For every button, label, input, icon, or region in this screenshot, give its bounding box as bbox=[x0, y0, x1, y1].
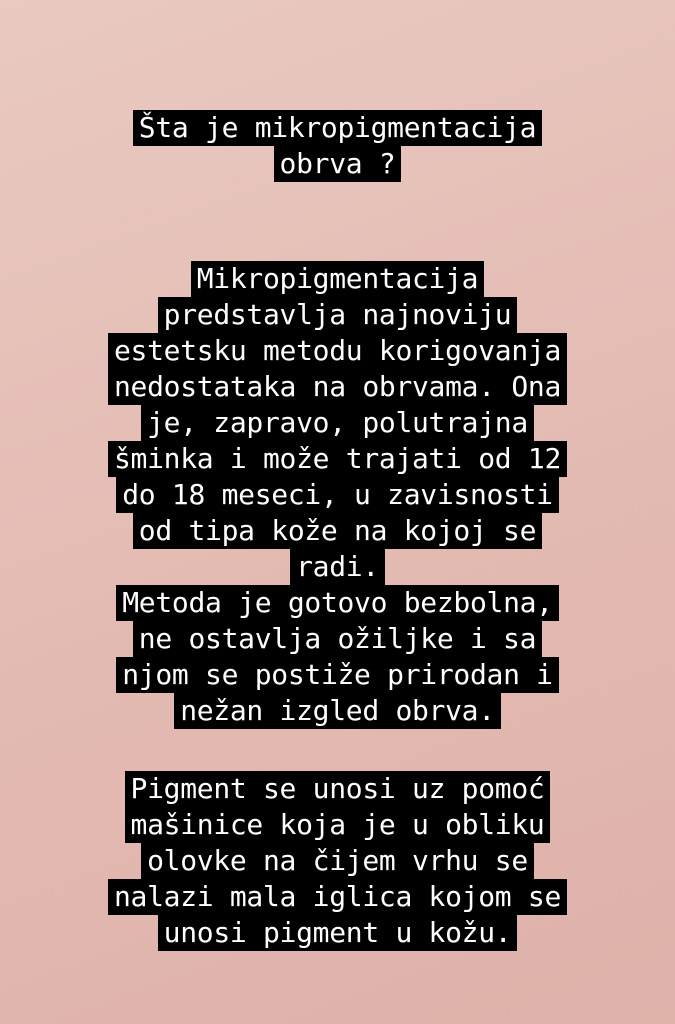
text-line: predstavlja najnoviju bbox=[158, 297, 518, 333]
title-line: Šta je mikropigmentacija bbox=[133, 110, 542, 146]
paragraph-pigment bbox=[108, 771, 567, 951]
text-line: estetsku metodu korigovanja bbox=[108, 333, 567, 369]
paragraph-definition bbox=[108, 261, 567, 585]
paragraph-method bbox=[116, 585, 559, 729]
text-line: olovke na čijem vrhu se bbox=[141, 843, 534, 879]
text-line: nalazi mala iglica kojom se bbox=[108, 879, 567, 915]
text-line: radi. bbox=[290, 549, 385, 585]
text-line: mašinice koja je u obliku bbox=[125, 807, 551, 843]
text-line: njom se postiže prirodan i bbox=[116, 657, 559, 693]
text-line: nežan izgled obrva. bbox=[174, 693, 501, 729]
text-line: Metoda je gotovo bezbolna, bbox=[116, 585, 559, 621]
text-line: od tipa kože na kojoj se bbox=[133, 513, 542, 549]
text-line: Pigment se unosi uz pomoć bbox=[125, 771, 551, 807]
text-line: je, zapravo, polutrajna bbox=[141, 405, 534, 441]
title-line: obrva ? bbox=[274, 146, 402, 182]
text-line: šminka i može trajati od 12 bbox=[108, 441, 567, 477]
text-line: Mikropigmentacija bbox=[191, 261, 484, 297]
text-line: nedostataka na obrvama. Ona bbox=[108, 369, 567, 405]
text-line: do 18 meseci, u zavisnosti bbox=[116, 477, 559, 513]
text-line: ne ostavlja ožiljke i sa bbox=[133, 621, 542, 657]
title-block bbox=[133, 110, 542, 182]
text-line: unosi pigment u kožu. bbox=[158, 915, 518, 951]
